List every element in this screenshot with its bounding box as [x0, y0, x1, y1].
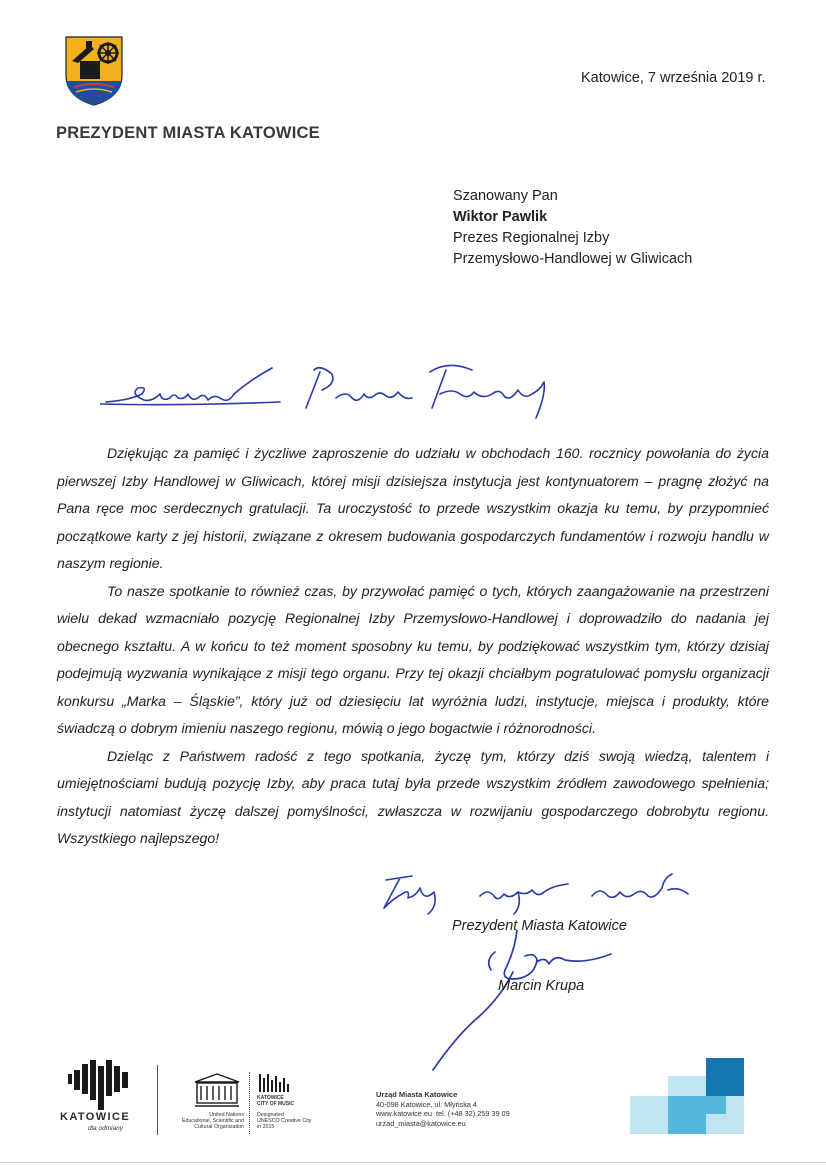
handwritten-closing	[372, 866, 702, 918]
unesco-line: Educational, Scientific and	[181, 1118, 244, 1124]
decorative-squares	[630, 1058, 745, 1134]
body-paragraph: To nasze spotkanie to również czas, by przywołać pamięć o tych, których zaangażowanie na przestrzeni wielu dekad wzmacniało pozycję Regionalnej Izby Przemysłowo-Handlowej i doprowadziło do nadania jej obecnego kształtu. A w końcu to też moment sposobny ku temu, by podziękować wszystkim tym, którzy dzisiaj podejmują wyzwania wynikające z misji tego organu. Przy tej okazji chciałbym pogratulować pomysłu organizacji konkursu „Marka – Śląskie”, który już od dziesięciu lat wyróżnia ludzi, instytucje, miejsca i produkty, które świadczą o dobrym imieniu naszego regionu, mówią o jego bogactwie i różnorodności.	[57, 582, 769, 736]
footer-rule	[0, 1162, 826, 1163]
unesco-designated	[257, 1112, 311, 1130]
designated-line: UNESCO Creative City	[257, 1118, 312, 1124]
recipient-name: Wiktor Pawlik	[453, 209, 548, 225]
footer-divider	[157, 1065, 158, 1135]
music-title-line: KATOWICE	[257, 1095, 284, 1101]
music-title-line: CITY OF MUSIC	[257, 1100, 295, 1107]
city-of-music-title	[257, 1096, 294, 1107]
katowice-logo-icon	[66, 1060, 136, 1110]
body-paragraph: Dzieląc z Państwem radość z tego spotkania, życzę tym, którzy dziś swoją wiedzą, talentem i umiejętnościami budują pozycję Izby, aby praca tutaj była przede wszystkim źródłem zawodowego spełnienia; instytucji natomiast życzę dalszej pomyślności, zwłaszcza w rozwijaniu gospodarczego dobrobytu regionu. Wszystkiego najlepszego!	[57, 747, 769, 846]
office-phone: tel. (+48 32) 259 39 09	[436, 1109, 510, 1118]
page-title: PREZYDENT MIASTA KATOWICE	[56, 124, 320, 142]
city-of-music-icon	[257, 1072, 291, 1094]
signer-title: Prezydent Miasta Katowice	[452, 918, 627, 934]
recipient-salutation: Szanowany Pan	[453, 188, 558, 204]
katowice-tagline: dla odmiany	[88, 1125, 124, 1132]
letter-body	[57, 440, 769, 853]
unesco-dotted-divider	[249, 1072, 251, 1134]
office-email: urzad_miasta@katowice.eu	[376, 1118, 466, 1128]
unesco-caption	[168, 1112, 244, 1130]
signer-name: Marcin Krupa	[498, 978, 585, 994]
handwritten-salutation	[100, 360, 560, 425]
unesco-line: United Nations	[209, 1112, 244, 1118]
coat-of-arms-crest-icon	[64, 35, 124, 107]
signature-mark	[425, 930, 615, 1075]
recipient-position-line2: Przemysłowo-Handlowej w Gliwicach	[453, 251, 693, 267]
katowice-logo-text: KATOWICE	[60, 1111, 131, 1123]
office-web: www.katowice.eu	[376, 1109, 432, 1118]
office-name: Urząd Miasta Katowice	[376, 1090, 458, 1099]
unesco-line: Cultural Organization	[194, 1124, 244, 1130]
office-contact	[376, 1090, 510, 1128]
body-paragraph: Dziękując za pamięć i życzliwe zaproszenie do udziału w obchodach 160. rocznicy powołania do życia pierwszej Izby Handlowej w Gliwicach, której misji dzisiejsza instytucja jest kontynuatorem – pragnę złożyć na Pana ręce moc serdecznych gratulacji. Ta uroczystość to przede wszystkim okazja ku temu, by przypomnieć początkowe karty z jej historii, związane z okresem budowania gospodarczych fundamentów i rozwoju handlu w naszym regionie.	[57, 445, 769, 571]
designated-line: Designated	[257, 1112, 284, 1118]
unesco-temple-icon	[193, 1072, 241, 1110]
recipient-position-line1: Prezes Regionalnej Izby	[453, 230, 610, 246]
letter-date: Katowice, 7 września 2019 r.	[581, 70, 766, 86]
designated-line: in 2015	[257, 1124, 275, 1130]
office-address: 40-098 Katowice, ul. Młyńska 4	[376, 1099, 477, 1109]
recipient-block	[453, 186, 692, 270]
